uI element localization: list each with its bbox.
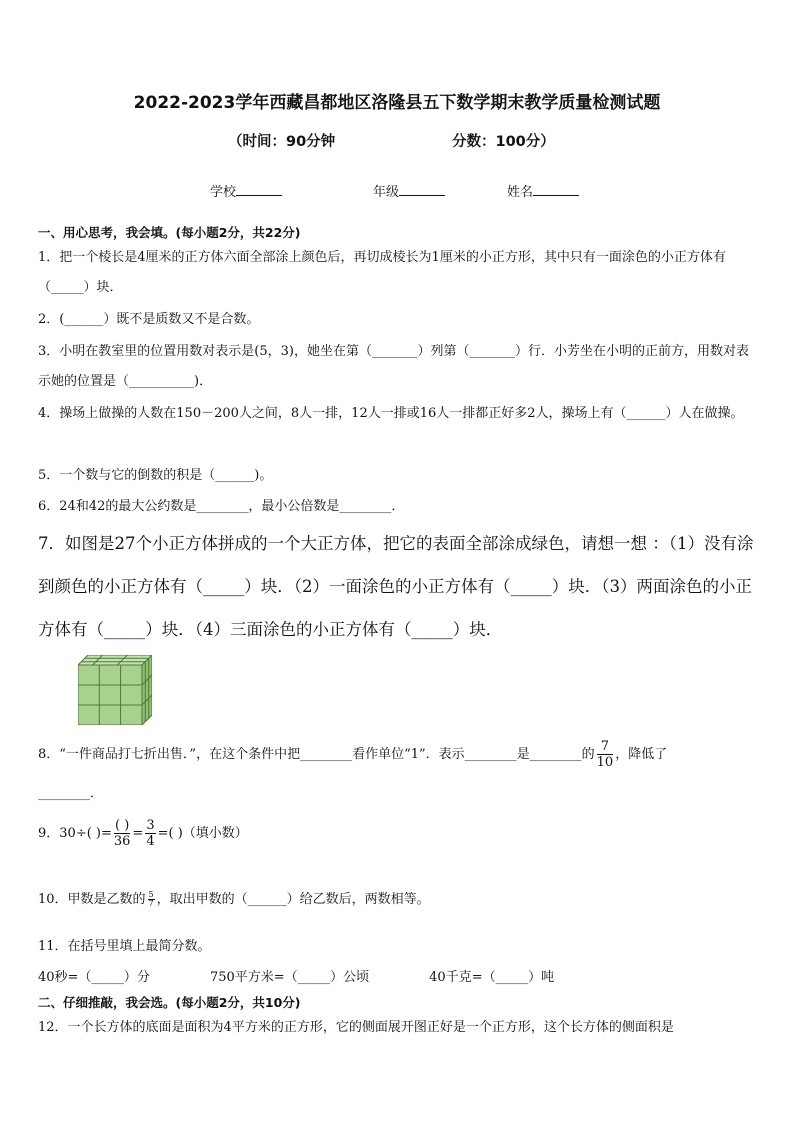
grade-field[interactable] [373, 181, 445, 200]
question-7: 7．如图是27个小正方体拼成的一个大正方体，把它的表面全部涂成绿色，请想一想 ：（1）没有涂到颜色的小正方体有（_____）块．（2）一面涂色的小正方体有（_____）块．（3）两面涂色的小正方体有（_____）块．（4）三面涂色的小正方体有（_____）块． [38, 534, 754, 639]
q8-numerator: 7 [597, 739, 614, 755]
question-12: 12．一个长方体的底面是面积为4平方米的正方形，它的侧面展开图正好是一个正方形，这个长方体的侧面积是 [38, 1020, 674, 1035]
question-9 [38, 818, 248, 849]
question-11-items [38, 966, 554, 985]
school-field[interactable] [210, 181, 282, 200]
q9-fraction-1 [114, 818, 131, 849]
q9-numerator-1: ( ) [115, 818, 130, 833]
q10-fraction [148, 891, 155, 908]
q9-fraction-2 [145, 818, 155, 849]
q8-text-b: ，降低了 [615, 747, 668, 762]
q8-text-a: 8．“一件商品打七折出售．”，在这个条件中把________看作单位“1”．表示________是________的 [38, 747, 595, 762]
question-10 [38, 888, 430, 908]
q11-item-mass: 40千克=（_____）吨 [429, 970, 555, 985]
q8-denominator: 10 [596, 755, 614, 770]
name-field[interactable] [507, 181, 579, 200]
question-8 [38, 739, 667, 770]
q10-denominator: 7 [148, 899, 154, 908]
question-8-continued: ________． [38, 786, 104, 801]
q11-item-seconds: 40秒=（_____）分 [38, 970, 150, 985]
school-label: 学校 [210, 185, 237, 200]
q10-text-b: ，取出甲数的（______）给乙数后，两数相等。 [156, 892, 430, 907]
q9-equals: = [132, 826, 144, 841]
q9-numerator-2: 3 [146, 818, 155, 833]
q11-item-area: 750平方米=（_____）公顷 [209, 970, 370, 985]
q9-text-a: 9．30÷( )= [38, 826, 112, 841]
q9-denominator-1: 36 [113, 834, 131, 849]
question-6: 6．24和42的最大公约数是________，最小公倍数是________． [38, 499, 405, 514]
name-label: 姓名 [507, 185, 534, 200]
q9-text-b: =( )（填小数） [157, 826, 248, 841]
cube-figure-image [78, 655, 152, 725]
exam-score: 分数：100分） [452, 134, 555, 150]
grade-label: 年级 [373, 185, 400, 200]
question-2: 2．(______）既不是质数又不是合数。 [38, 312, 260, 327]
q9-denominator-2: 4 [146, 834, 155, 849]
q10-numerator: 5 [148, 890, 154, 899]
page-title: 2022-2023学年西藏昌都地区洛隆县五下数学期末教学质量检测试题 [133, 93, 661, 113]
q8-fraction [597, 739, 614, 770]
question-5: 5．一个数与它的倒数的积是（______)。 [38, 468, 273, 483]
q10-text-a: 10．甲数是乙数的 [38, 892, 146, 907]
question-4: 4．操场上做操的人数在150－200人之间，8人一排，12人一排或16人一排都正好多2人，操场上有（______）人在做操。 [38, 406, 744, 421]
question-3: 3．小明在教室里的位置用数对表示是(5，3)，她坐在第（_______）列第（_______）行．小芳坐在小明的正前方，用数对表示她的位置是（__________)． [38, 344, 749, 389]
section-one-heading: 一、用心思考，我会填。(每小题2分，共22分) [38, 225, 301, 240]
section-two-heading: 二、仔细推敲，我会选。(每小题2分，共10分) [38, 995, 301, 1010]
exam-time: （时间：90分钟 [228, 134, 336, 150]
question-1: 1．把一个棱长是4厘米的正方体六面全部涂上颜色后，再切成棱长为1厘米的小正方形，其中只有一面涂色的小正方体有（_____）块． [38, 250, 726, 295]
question-11: 11．在括号里填上最简分数。 [38, 939, 211, 954]
